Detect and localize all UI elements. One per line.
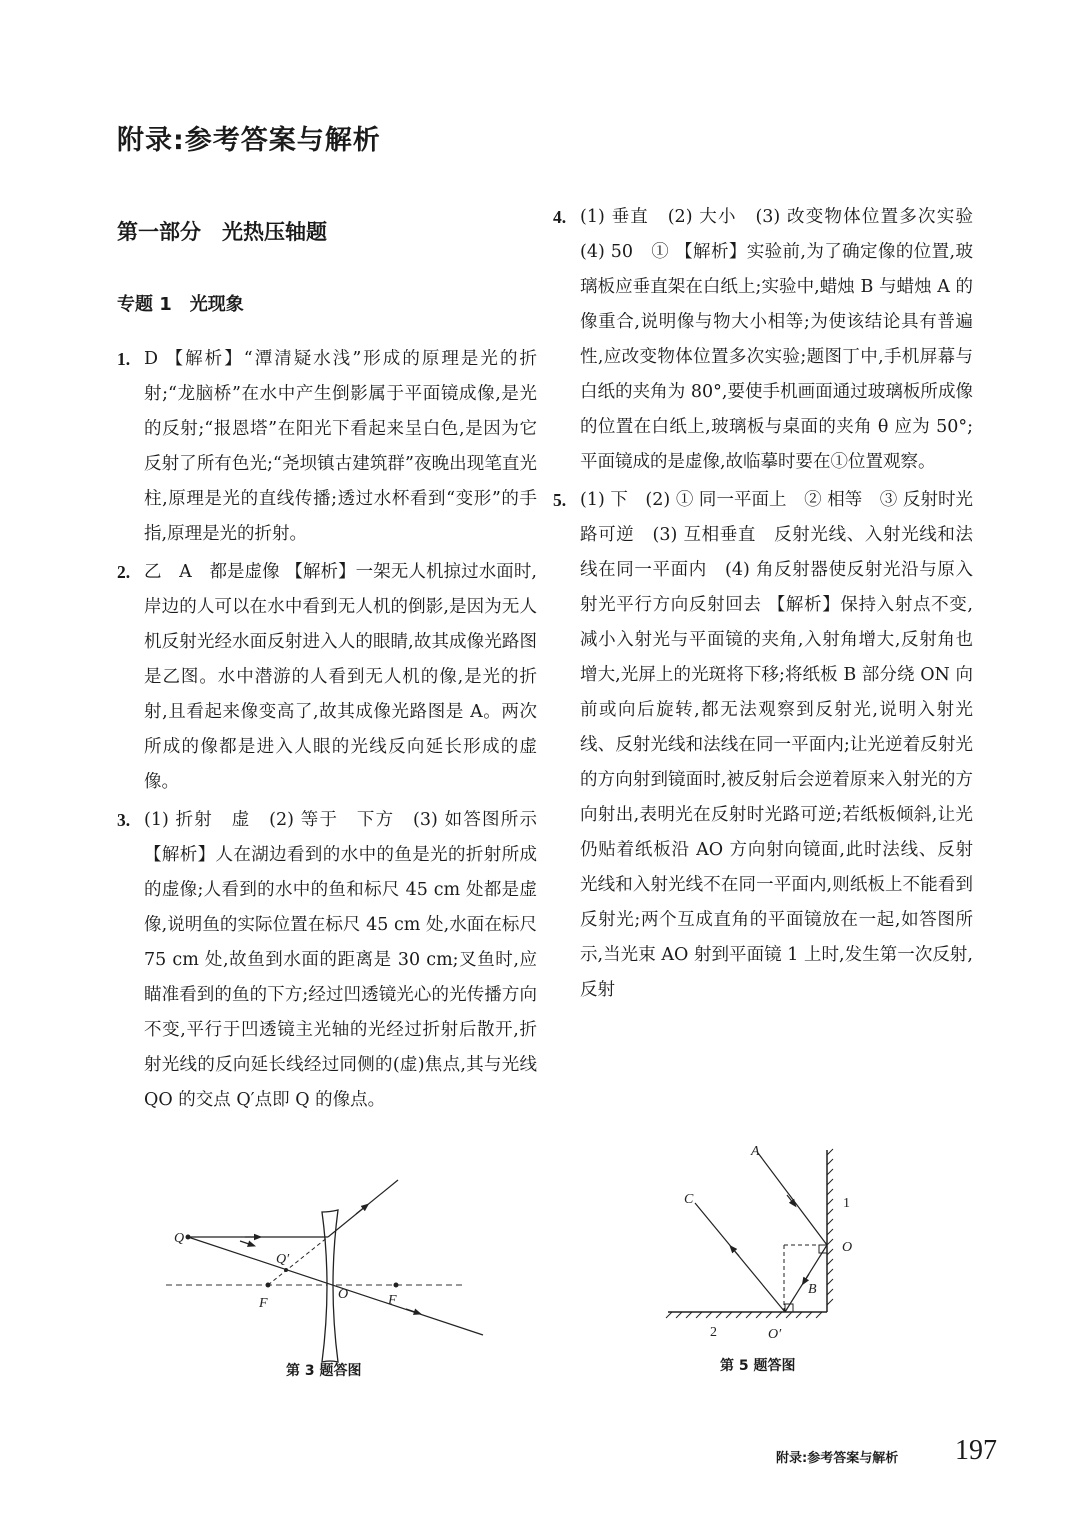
figure-5-caption: 第 5 题答图 (720, 1358, 796, 1374)
label-f-left: F (259, 1296, 268, 1311)
arrow-3 (356, 1206, 366, 1214)
item-number: 5. (553, 490, 567, 510)
reflected-ray-c (695, 1203, 785, 1312)
item-text: (1) 垂直 (2) 大小 (3) 改变物体位置多次实验 (4) 50 ① 【解析】实验前,为了确定像的位置,玻璃板应垂直架在白纸上;实验中,蜡烛 B 与蜡烛 A 的像重合,说明像与物大小相等;为使该结论具有普遍性,应改变物体位置多次实验;题图丁中,手机屏幕与白纸的夹角为 80°,要使手机画面通过玻璃板所成像的位置在白纸上,玻璃板与桌面的夹角 θ 应为 50°;平面镜成的是虚像,故临摹时要在①位置观察。 (580, 207, 991, 472)
topic-title: 专题 1 光现象 (117, 294, 244, 315)
label-c: C (684, 1192, 694, 1207)
figure-5-mirror-diagram (660, 1135, 870, 1345)
focus-left (266, 1283, 271, 1288)
label-q: Q (174, 1231, 185, 1246)
arrow-c (732, 1248, 739, 1256)
answer-item-5 (553, 483, 973, 1008)
answer-item-1 (117, 342, 537, 552)
figure-3-lens-diagram (160, 1170, 500, 1385)
mirror-1-hatching (827, 1149, 833, 1305)
item-text: 乙 A 都是虚像 【解析】一架无人机掠过水面时,岸边的人可以在水中看到无人机的倒影,是因为无人机反射光经水面反射进入人的眼睛,故其成像光路图是乙图。水中潜游的人看到无人机的像,是光的折射,且看起来像变高了,故其成像光路图是 A。两次所成的像都是进入人眼的光线反向延长形成的虚像。 (144, 562, 537, 792)
incident-ray-ao (758, 1153, 827, 1245)
footer-section-title: 附录:参考答案与解析 (776, 1451, 899, 1466)
label-mirror-2: 2 (710, 1325, 717, 1340)
page-number: 197 (955, 1435, 997, 1466)
answer-item-4 (553, 200, 991, 480)
item-text: (1) 下 (2) ① 同一平面上 ② 相等 ③ 反射时光路可逆 (3) 互相垂直 反射光线、入射光线和法线在同一平面内 (4) 角反射器使反射光沿与原入射光平行方向反射回去 【解析】保持入射点不变,减小入射光与平面镜的夹角,入射角增大,反射角也增大,光屏上的光斑将下移;将纸板 B 部分绕 ON 向前或向后旋转,都无法观察到反射光,说明入射光线、反射光线和法线在同一平面内;让光逆着反射光的方向射到镜面时,被反射后会逆着原来入射光的方向射出,表明光在反射时光路可逆;若纸板倾斜,让光仍贴着纸板沿 AO 方向射向镜面,此时法线、反射光线和入射光线不在同一平面内,则纸板上不能看到反射光;两个互成直角的平面镜放在一起,如答图所示,当光束 AO 射到平面镜 1 上时,发生第一次反射,反射 (580, 490, 973, 1000)
item-number: 1. (117, 349, 131, 369)
item-number: 3. (117, 810, 131, 830)
label-o-prime: O′ (768, 1327, 782, 1342)
item-number: 4. (553, 207, 567, 227)
item-text: (1) 折射 虚 (2) 等于 下方 (3) 如答图所示 【解析】人在湖边看到的水中的鱼是光的折射所成的虚像;人看到的水中的鱼和标尺 45 cm 处都是虚像,说明鱼的实际位置在标尺 45 cm 处,水面在标尺 75 cm 处,故鱼到水面的距离是 30 cm;叉鱼时,应瞄准看到的鱼的下方;经过凹透镜光心的光传播方向不变,平行于凹透镜主光轴的光经过折射后散开,折射光线的反向延长线经过同侧的(虚)焦点,其与光线 QO 的交点 Q′点即 Q 的像点。 (144, 810, 537, 1110)
right-column (553, 200, 991, 1011)
label-o: O (842, 1240, 853, 1255)
label-o: O (338, 1287, 349, 1302)
label-mirror-1: 1 (843, 1196, 850, 1211)
answer-item-3 (117, 803, 537, 1118)
figure-3-caption: 第 3 题答图 (286, 1363, 362, 1379)
label-f-right: F (388, 1293, 397, 1308)
part-title: 第一部分 光热压轴题 (117, 220, 327, 244)
item-text: D 【解析】“潭清疑水浅”形成的原理是光的折射;“龙脑桥”在水中产生倒影属于平面镜成像,是光的反射;“报恩塔”在阳光下看起来呈白色,是因为它反射了所有色光;“尧坝镇古建筑群”夜晚出现笔直光柱,原理是光的直线传播;透过水杯看到“变形”的手指,原理是光的折射。 (144, 349, 537, 544)
page-title: 附录:参考答案与解析 (117, 125, 381, 156)
left-column (117, 342, 537, 1121)
mirror-2-hatching (666, 1312, 822, 1318)
point-q (186, 1235, 191, 1240)
arrow-1 (240, 1241, 252, 1245)
point-q-prime (284, 1268, 288, 1272)
label-q-prime: Q′ (276, 1252, 290, 1267)
answer-item-2 (117, 555, 537, 800)
arrow-b (804, 1274, 809, 1282)
arrow-4 (406, 1309, 418, 1313)
label-a: A (751, 1144, 760, 1159)
item-number: 2. (117, 562, 131, 582)
focus-right (394, 1283, 399, 1288)
ray-through-center (188, 1237, 483, 1335)
label-b: B (808, 1282, 817, 1297)
